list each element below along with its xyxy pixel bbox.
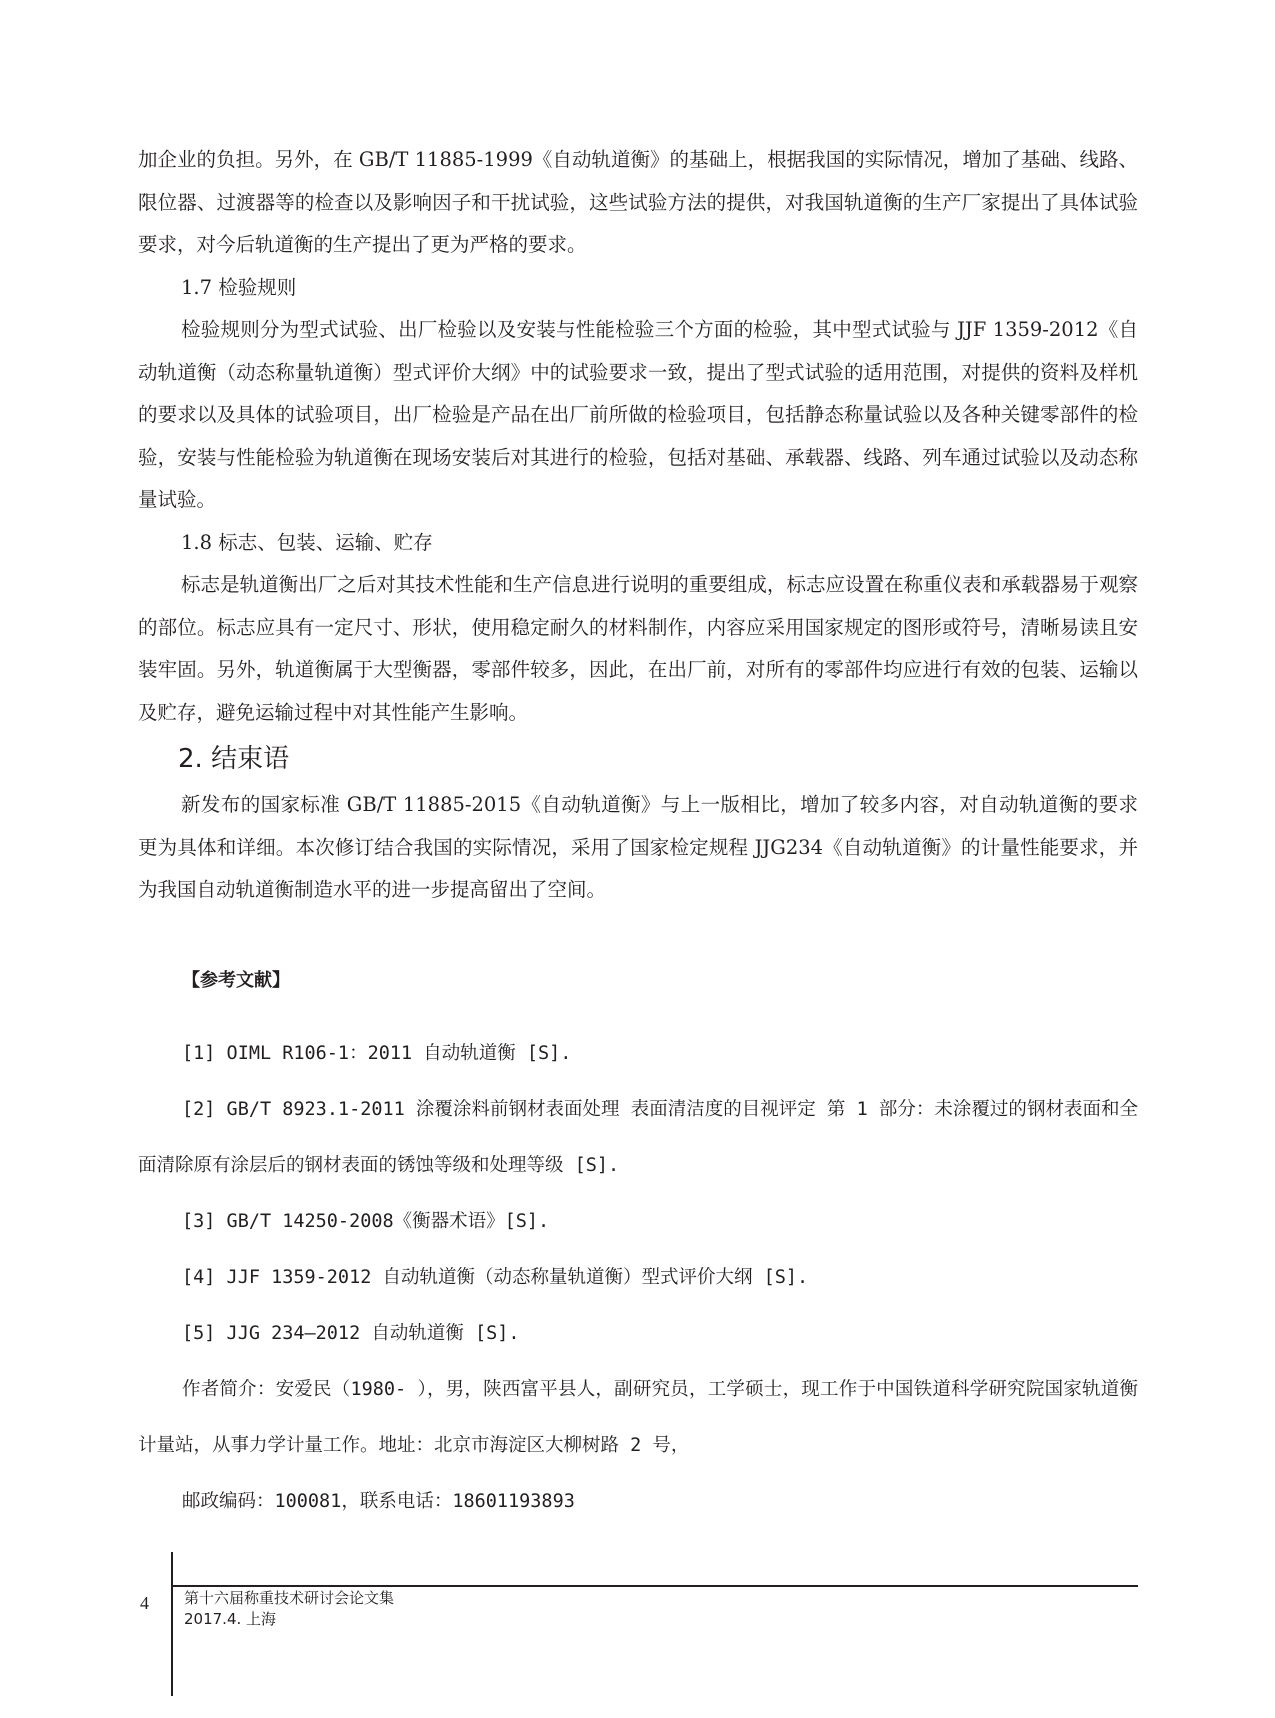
paragraph-marking-packaging: 标志是轨道衡出厂之后对其技术性能和生产信息进行说明的重要组成，标志应设置在称重仪表和承载器易于观察的部位。标志应具有一定尺寸、形状，使用稳定耐久的材料制作，内容应采用国家规定的图形或符号，清晰易读且安装牢固。另外，轨道衡属于大型衡器，零部件较多，因此，在出厂前，对所有的零部件均应进行有效的包装、运输以及贮存，避免运输过程中对其性能产生影响。 [138, 573, 1138, 724]
main-body [138, 139, 1138, 912]
footer-vertical-rule [171, 1552, 173, 1696]
page-number: 4 [140, 1593, 149, 1613]
section-heading-conclusion: 2. 结束语 [178, 744, 290, 774]
reference-item-1: [1] OIML R106-1：2011 自动轨道衡 [S]. [182, 1043, 572, 1064]
paragraph-inspection-rules: 检验规则分为型式试验、出厂检验以及安装与性能检验三个方面的检验，其中型式试验与 JJF 1359-2012《自动轨道衡（动态称量轨道衡）型式评价大纲》中的试验要求一致，提出了型式试验的适用范围，对提供的资料及样机的要求以及具体的试验项目，出厂检验是产品在出厂前所做的检验项目，包括静态称量试验以及各种关键零部件的检验，安装与性能检验为轨道衡在现场安装后对其进行的检验，包括对基础、承载器、线路、列车通过试验以及动态称量试验。 [138, 318, 1138, 511]
reference-item-3: [3] GB/T 14250-2008《衡器术语》[S]. [182, 1211, 550, 1232]
reference-item-2: [2] GB/T 8923.1-2011 涂覆涂料前钢材表面处理 表面清洁度的目视评定 第 1 部分：未涂覆过的钢材表面和全面清除原有涂层后的钢材表面的锈蚀等级和处理等级 [S]. [138, 1099, 1138, 1176]
reference-item-4: [4] JJF 1359-2012 自动轨道衡（动态称量轨道衡）型式评价大纲 [S]. [182, 1267, 809, 1288]
author-bio: 作者简介：安爱民（1980- ），男，陕西富平县人，副研究员，工学硕士，现工作于中国铁道科学研究院国家轨道衡计量站，从事力学计量工作。地址：北京市海淀区大柳树路 2 号， [138, 1379, 1138, 1456]
footer-date-place: 2017.4. 上海 [184, 1610, 277, 1628]
references-title: 【参考文献】 [182, 970, 290, 991]
references-section [138, 966, 1138, 1530]
author-contact: 邮政编码：100081，联系电话：18601193893 [182, 1491, 575, 1512]
paragraph-continued: 加企业的负担。另外，在 GB/T 11885-1999《自动轨道衡》的基础上，根据我国的实际情况，增加了基础、线路、限位器、过渡器等的检查以及影响因子和干扰试验，这些试验方法的提供，对我国轨道衡的生产厂家提出了具体试验要求，对今后轨道衡的生产提出了更为严格的要求。 [138, 148, 1138, 256]
paragraph-conclusion: 新发布的国家标准 GB/T 11885-2015《自动轨道衡》与上一版相比，增加了较多内容，对自动轨道衡的要求更为具体和详细。本次修订结合我国的实际情况，采用了国家检定规程 JJG234《自动轨道衡》的计量性能要求，并为我国自动轨道衡制造水平的进一步提高留出了空间。 [138, 793, 1138, 901]
footer-publication-info [184, 1588, 394, 1630]
reference-item-5: [5] JJG 234—2012 自动轨道衡 [S]. [182, 1323, 520, 1344]
footer-conference-title: 第十六届称重技术研讨会论文集 [184, 1589, 395, 1607]
subsection-heading-1-7: 1.7 检验规则 [181, 275, 297, 299]
subsection-heading-1-8: 1.8 标志、包装、运输、贮存 [181, 530, 433, 554]
footer-horizontal-rule [171, 1585, 1138, 1587]
